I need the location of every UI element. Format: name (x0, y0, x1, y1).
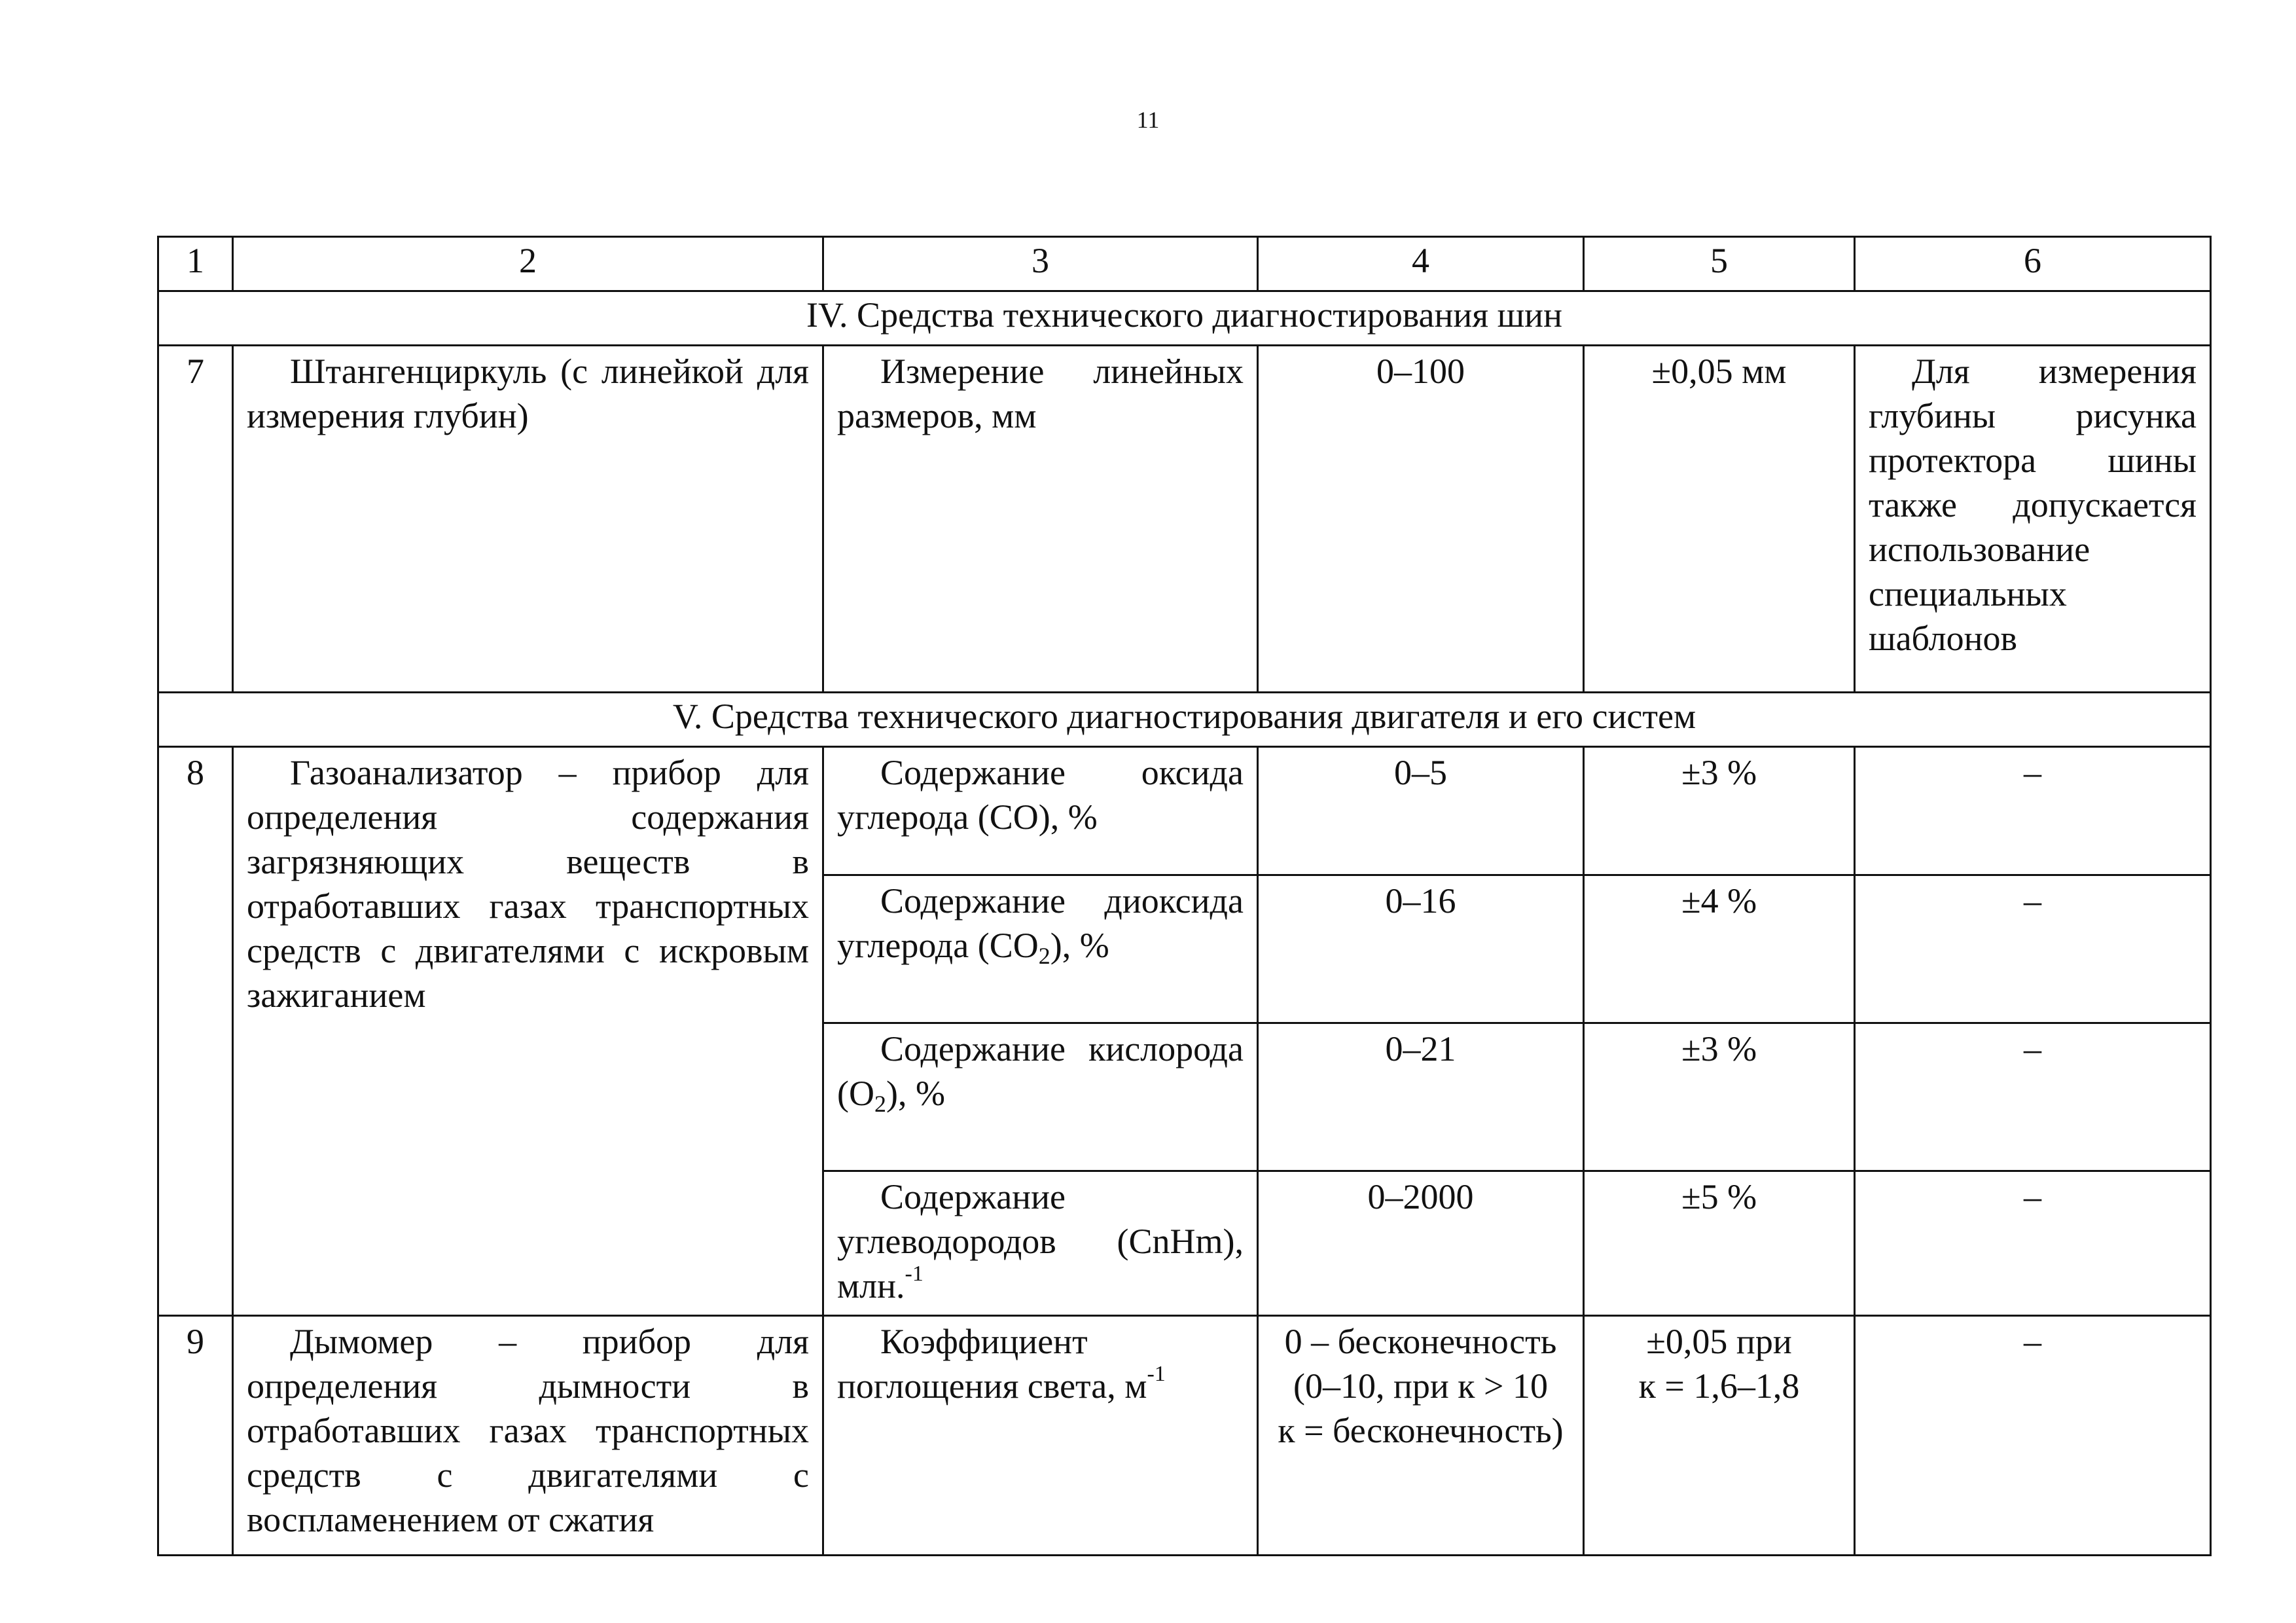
row-8-4-param: Содержание углеводородов (CnHm), млн.$^{-1}$ (823, 1171, 1258, 1316)
row-8-3-param: Содержание кислорода $(O_2)$, % (823, 1023, 1258, 1171)
row-8-3-note: – (1855, 1023, 2211, 1171)
col-header-2: 2 (233, 237, 823, 291)
row-9-num: 9 (158, 1316, 233, 1556)
table-row (158, 1316, 2211, 1556)
equipment-table (157, 236, 2212, 1556)
row-8-4-range: 0–2000 (1258, 1171, 1584, 1316)
section-row (158, 291, 2211, 346)
section-row (158, 693, 2211, 747)
row-8-2-error: ±4 % (1584, 875, 1855, 1023)
row-8-num: 8 (158, 747, 233, 1316)
row-7-error: ±0,05 мм (1584, 346, 1855, 693)
row-8-name: Газоанализатор – прибор для определения содержания загрязняющих веществ в отработавших газах транспортных средств с двигателями с искровым зажиганием (233, 747, 823, 1316)
header-row (158, 237, 2211, 291)
row-9-note: – (1855, 1316, 2211, 1556)
row-8-4-error: ±5 % (1584, 1171, 1855, 1316)
row-8-2-param: Содержание диоксида углерода $(CO_2)$, % (823, 875, 1258, 1023)
row-8-4-note: – (1855, 1171, 2211, 1316)
row-8-2-range: 0–16 (1258, 875, 1584, 1023)
row-7-range: 0–100 (1258, 346, 1584, 693)
row-9-error: ±0,05 при к = 1,6–1,8 (1584, 1316, 1855, 1556)
row-8-2-note: – (1855, 875, 2211, 1023)
row-8-1-note: – (1855, 747, 2211, 875)
row-7-note: Для измерения глубины рисунка протектора шины также допускается использование специальных шаблонов (1855, 346, 2211, 693)
row-8-1-error: ±3 % (1584, 747, 1855, 875)
col-header-1: 1 (158, 237, 233, 291)
row-9-param: Коэффициент поглощения света, $м^{-1}$ (823, 1316, 1258, 1556)
row-8-3-range: 0–21 (1258, 1023, 1584, 1171)
row-7-param: Измерение линейных размеров, мм (823, 346, 1258, 693)
row-8-3-error: ±3 % (1584, 1023, 1855, 1171)
table-row (158, 346, 2211, 693)
col-header-5: 5 (1584, 237, 1855, 291)
page-number: 11 (1136, 107, 1160, 133)
row-7-name: Штангенциркуль (с линейкой для измерения глубин) (233, 346, 823, 693)
section-4-title: IV. Средства технического диагностирования шин (158, 291, 2211, 346)
row-8-1-param: Содержание оксида углерода (CO), % (823, 747, 1258, 875)
col-header-6: 6 (1855, 237, 2211, 291)
section-5-title: V. Средства технического диагностирования двигателя и его систем (158, 693, 2211, 747)
col-header-3: 3 (823, 237, 1258, 291)
row-7-num: 7 (158, 346, 233, 693)
row-9-range: 0 – бесконечность (0–10, при к > 10 к = бесконечность) (1258, 1316, 1584, 1556)
col-header-4: 4 (1258, 237, 1584, 291)
row-8-1-range: 0–5 (1258, 747, 1584, 875)
row-9-name: Дымомер – прибор для определения дымности в отработавших газах транспортных средств с двигателями с воспламенением от сжатия (233, 1316, 823, 1556)
table-row (158, 747, 2211, 875)
